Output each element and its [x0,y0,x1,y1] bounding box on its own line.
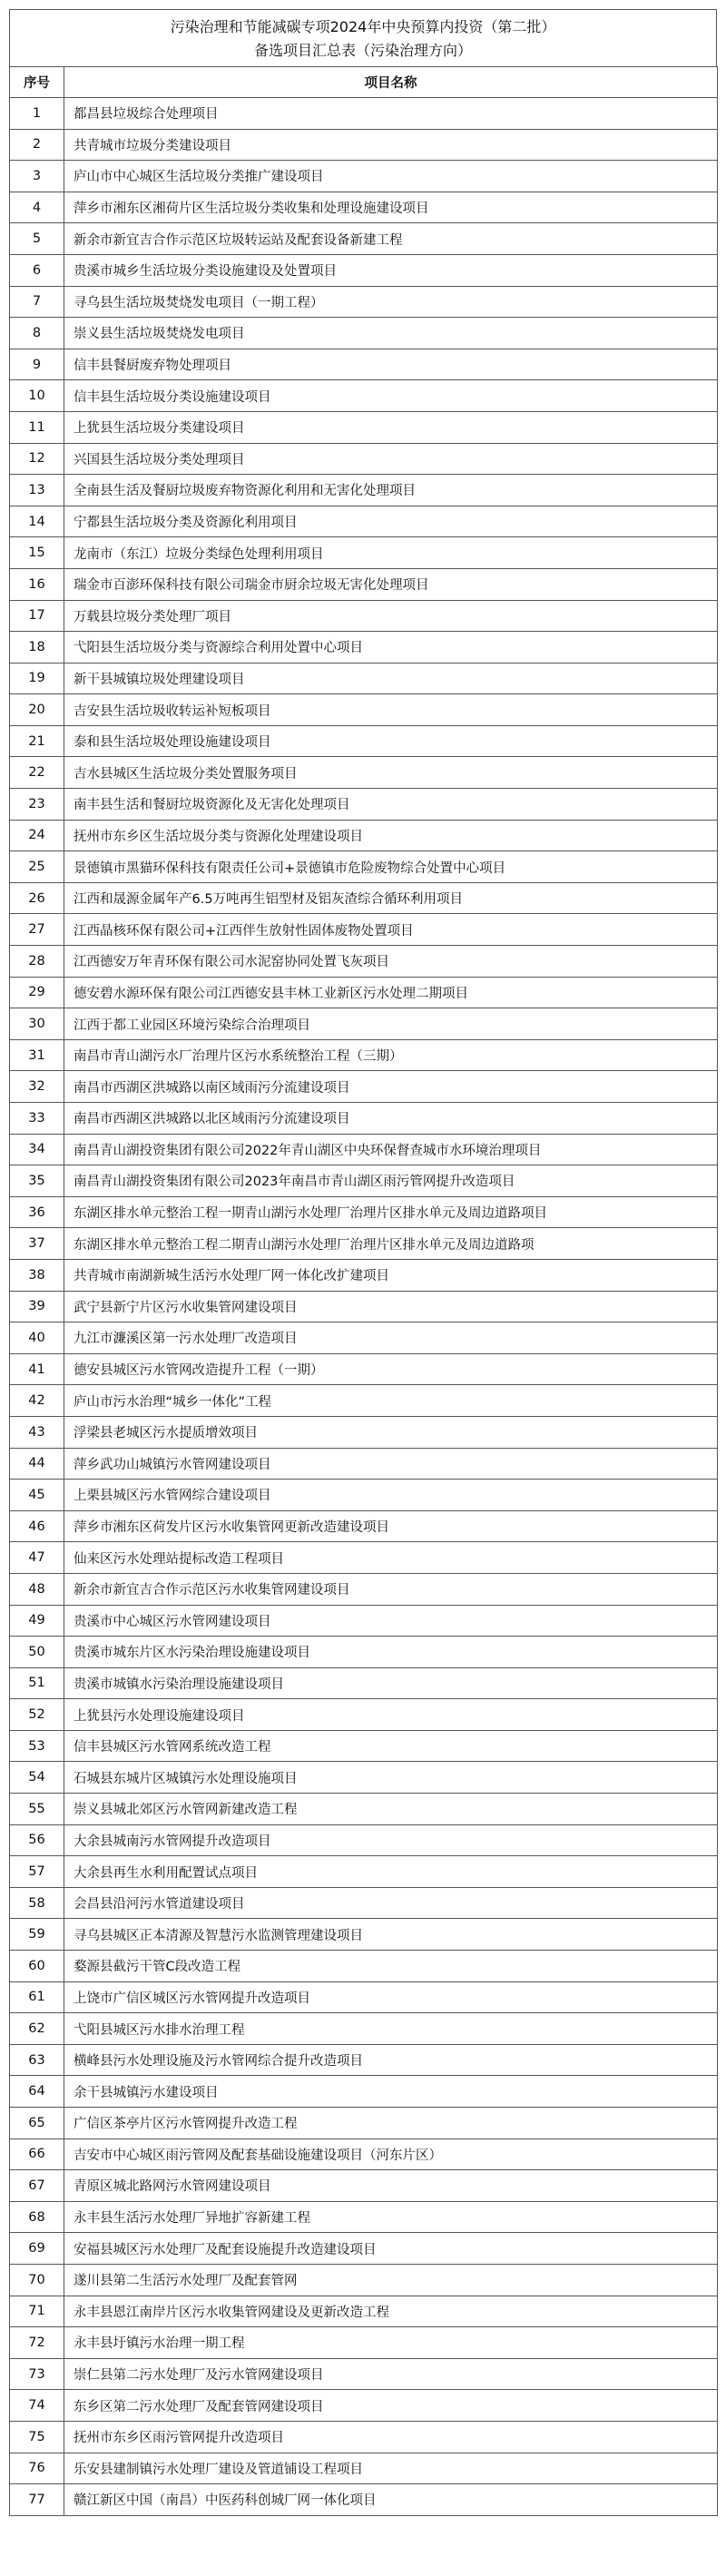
project-name-cell: 永丰县恩江南岸片区污水收集管网建设及更新改造工程 [64,2296,718,2327]
table-row [10,223,718,255]
table-row [10,914,718,946]
row-index-cell: 15 [10,537,64,569]
row-index-cell: 61 [10,1981,64,2013]
table-row [10,506,718,537]
table-row [10,2138,718,2170]
column-header-project-name: 项目名称 [64,67,718,98]
row-index-cell: 32 [10,1071,64,1103]
project-name-cell: 弋阳县城区污水排水治理工程 [64,2013,718,2045]
row-index-cell: 76 [10,2453,64,2484]
row-index-cell: 60 [10,1951,64,1982]
project-name-cell: 信丰县餐厨废弃物处理项目 [64,349,718,380]
row-index-cell: 59 [10,1919,64,1951]
project-name-cell: 江西于都工业园区环境污染综合治理项目 [64,1008,718,1040]
table-row [10,1699,718,1731]
table-row [10,1103,718,1135]
row-index-cell: 49 [10,1605,64,1637]
row-index-cell: 8 [10,318,64,349]
row-index-cell: 53 [10,1730,64,1762]
table-row [10,977,718,1008]
table-row [10,1385,718,1417]
table-row [10,2201,718,2233]
row-index-cell: 75 [10,2421,64,2453]
row-index-cell: 33 [10,1103,64,1135]
project-name-cell: 安福县城区污水处理厂及配套设施提升改造建设项目 [64,2233,718,2265]
table-row [10,1667,718,1699]
project-name-cell: 东乡区第二污水处理厂及配套管网建设项目 [64,2390,718,2422]
project-name-cell: 萍乡市湘东区湘荷片区生活垃圾分类收集和处理设施建设项目 [64,192,718,223]
table-row [10,318,718,349]
row-index-cell: 34 [10,1134,64,1165]
project-name-cell: 乐安县建制镇污水处理厂建设及管道铺设工程项目 [64,2453,718,2484]
row-index-cell: 44 [10,1448,64,1480]
table-row [10,1510,718,1542]
project-name-cell: 南丰县生活和餐厨垃圾资源化及无害化处理项目 [64,789,718,821]
project-name-cell: 新干县城镇垃圾处理建设项目 [64,663,718,694]
project-name-cell: 上犹县污水处理设施建设项目 [64,1699,718,1731]
table-row [10,2108,718,2139]
row-index-cell: 65 [10,2108,64,2139]
table-row [10,161,718,192]
table-row [10,2296,718,2327]
row-index-cell: 16 [10,568,64,600]
table-row [10,98,718,130]
table-row [10,1637,718,1668]
project-name-cell: 寻乌县城区正本清源及智慧污水监测管理建设项目 [64,1919,718,1951]
table-row [10,411,718,443]
table-row [10,1794,718,1825]
row-index-cell: 2 [10,129,64,161]
project-name-cell: 青原区城北路网污水管网建设项目 [64,2170,718,2202]
project-name-cell: 德安县城区污水管网改造提升工程（一期） [64,1353,718,1385]
table-row [10,1291,718,1322]
row-index-cell: 35 [10,1165,64,1197]
row-index-cell: 10 [10,380,64,412]
table-row [10,725,718,757]
project-name-cell: 新余市新宜吉合作示范区污水收集管网建设项目 [64,1573,718,1605]
row-index-cell: 67 [10,2170,64,2202]
project-name-cell: 广信区茶亭片区污水管网提升改造工程 [64,2108,718,2139]
project-name-cell: 横峰县污水处理设施及污水管网综合提升改造项目 [64,2044,718,2076]
row-index-cell: 11 [10,411,64,443]
project-name-cell: 宁都县生活垃圾分类及资源化利用项目 [64,506,718,537]
table-row [10,1542,718,1574]
table-row [10,946,718,978]
row-index-cell: 7 [10,286,64,318]
row-index-cell: 21 [10,725,64,757]
row-index-cell: 56 [10,1824,64,1856]
project-name-cell: 德安碧水源环保有限公司江西德安县丰林工业新区污水处理二期项目 [64,977,718,1008]
table-row [10,192,718,223]
table-row [10,286,718,318]
table-row [10,1134,718,1165]
project-name-cell: 南昌青山湖投资集团有限公司2023年南昌市青山湖区雨污管网提升改造项目 [64,1165,718,1197]
project-name-cell: 吉水县城区生活垃圾分类处置服务项目 [64,757,718,789]
project-name-cell: 贵溪市城乡生活垃圾分类设施建设及处置项目 [64,254,718,286]
project-name-cell: 景德镇市黑猫环保科技有限责任公司+景德镇市危险废物综合处置中心项目 [64,851,718,883]
row-index-cell: 3 [10,161,64,192]
row-index-cell: 30 [10,1008,64,1040]
project-name-cell: 都昌县垃圾综合处理项目 [64,98,718,130]
table-row [10,1951,718,1982]
row-index-cell: 58 [10,1887,64,1919]
table-row [10,789,718,821]
row-index-cell: 55 [10,1794,64,1825]
row-index-cell: 6 [10,254,64,286]
table-row [10,2327,718,2359]
row-index-cell: 40 [10,1322,64,1354]
project-name-cell: 永丰县圩镇污水治理一期工程 [64,2327,718,2359]
project-name-cell: 万载县垃圾分类处理厂项目 [64,600,718,632]
row-index-cell: 64 [10,2076,64,2108]
row-index-cell: 5 [10,223,64,255]
table-row [10,2358,718,2390]
row-index-cell: 46 [10,1510,64,1542]
row-index-cell: 68 [10,2201,64,2233]
table-row [10,2170,718,2202]
project-name-cell: 南昌市青山湖污水厂治理片区污水系统整治工程（三期） [64,1039,718,1071]
table-row [10,1322,718,1354]
table-row [10,1573,718,1605]
table-row [10,851,718,883]
table-row [10,694,718,726]
project-name-cell: 南昌青山湖投资集团有限公司2022年青山湖区中央环保督查城市水环境治理项目 [64,1134,718,1165]
row-index-cell: 13 [10,475,64,506]
row-index-cell: 70 [10,2264,64,2296]
project-name-cell: 九江市濂溪区第一污水处理厂改造项目 [64,1322,718,1354]
table-row [10,537,718,569]
project-name-cell: 抚州市东乡区生活垃圾分类与资源化处理建设项目 [64,820,718,851]
project-name-cell: 仙来区污水处理站提标改造工程项目 [64,1542,718,1574]
table-row [10,1353,718,1385]
row-index-cell: 22 [10,757,64,789]
table-row [10,2484,718,2516]
row-index-cell: 51 [10,1667,64,1699]
table-row [10,663,718,694]
project-name-cell: 会昌县沿河污水管道建设项目 [64,1887,718,1919]
table-row [10,1165,718,1197]
table-row [10,1605,718,1637]
table-row [10,1856,718,1888]
table-row [10,254,718,286]
row-index-cell: 36 [10,1196,64,1228]
summary-sheet [9,9,717,2516]
project-name-cell: 抚州市东乡区雨污管网提升改造项目 [64,2421,718,2453]
row-index-cell: 74 [10,2390,64,2422]
table-row [10,2453,718,2484]
table-row [10,2076,718,2108]
project-name-cell: 全南县生活及餐厨垃圾废弃物资源化利用和无害化处理项目 [64,475,718,506]
row-index-cell: 12 [10,443,64,475]
table-row [10,2421,718,2453]
project-table [9,66,718,2516]
table-row [10,1008,718,1040]
project-name-cell: 上栗县城区污水管网综合建设项目 [64,1480,718,1511]
project-name-cell: 庐山市污水治理“城乡一体化”工程 [64,1385,718,1417]
row-index-cell: 27 [10,914,64,946]
row-index-cell: 45 [10,1480,64,1511]
row-index-cell: 31 [10,1039,64,1071]
row-index-cell: 48 [10,1573,64,1605]
project-name-cell: 大余县再生水利用配置试点项目 [64,1856,718,1888]
row-index-cell: 63 [10,2044,64,2076]
table-row [10,1039,718,1071]
table-row [10,1919,718,1951]
table-row [10,1416,718,1448]
table-row [10,882,718,914]
table-row [10,1480,718,1511]
project-name-cell: 瑞金市百澎环保科技有限公司瑞金市厨余垃圾无害化处理项目 [64,568,718,600]
row-index-cell: 17 [10,600,64,632]
table-row [10,129,718,161]
row-index-cell: 29 [10,977,64,1008]
project-name-cell: 大余县城南污水管网提升改造项目 [64,1824,718,1856]
project-name-cell: 共青城市南湖新城生活污水处理厂网一体化改扩建项目 [64,1259,718,1291]
project-name-cell: 共青城市垃圾分类建设项目 [64,129,718,161]
project-name-cell: 余干县城镇污水建设项目 [64,2076,718,2108]
project-name-cell: 南昌市西湖区洪城路以北区域雨污分流建设项目 [64,1103,718,1135]
project-name-cell: 南昌市西湖区洪城路以南区域雨污分流建设项目 [64,1071,718,1103]
row-index-cell: 69 [10,2233,64,2265]
table-row [10,1981,718,2013]
project-name-cell: 贵溪市城镇水污染治理设施建设项目 [64,1667,718,1699]
table-body [10,98,718,2516]
project-name-cell: 信丰县城区污水管网系统改造工程 [64,1730,718,1762]
row-index-cell: 71 [10,2296,64,2327]
table-row [10,1887,718,1919]
table-row [10,820,718,851]
project-name-cell: 庐山市中心城区生活垃圾分类推广建设项目 [64,161,718,192]
project-name-cell: 吉安市中心城区雨污管网及配套基础设施建设项目（河东片区） [64,2138,718,2170]
project-name-cell: 武宁县新宁片区污水收集管网建设项目 [64,1291,718,1322]
title-line-2: 备选项目汇总表（污染治理方向） [253,42,472,59]
row-index-cell: 39 [10,1291,64,1322]
project-name-cell: 贵溪市城东片区水污染治理设施建设项目 [64,1637,718,1668]
table-row [10,1762,718,1794]
row-index-cell: 4 [10,192,64,223]
project-name-cell: 江西晶核环保有限公司+江西伴生放射性固体废物处置项目 [64,914,718,946]
project-name-cell: 新余市新宜吉合作示范区垃圾转运站及配套设备新建工程 [64,223,718,255]
project-name-cell: 崇义县生活垃圾焚烧发电项目 [64,318,718,349]
table-row [10,568,718,600]
project-name-cell: 信丰县生活垃圾分类设施建设项目 [64,380,718,412]
project-name-cell: 婺源县截污干管C段改造工程 [64,1951,718,1982]
table-row [10,1259,718,1291]
table-row [10,1071,718,1103]
table-row [10,1196,718,1228]
row-index-cell: 43 [10,1416,64,1448]
row-index-cell: 38 [10,1259,64,1291]
project-name-cell: 上犹县生活垃圾分类建设项目 [64,411,718,443]
table-row [10,2390,718,2422]
row-index-cell: 20 [10,694,64,726]
row-index-cell: 41 [10,1353,64,1385]
row-index-cell: 54 [10,1762,64,1794]
project-name-cell: 上饶市广信区城区污水管网提升改造项目 [64,1981,718,2013]
row-index-cell: 77 [10,2484,64,2516]
table-row [10,1448,718,1480]
project-name-cell: 崇仁县第二污水处理厂及污水管网建设项目 [64,2358,718,2390]
row-index-cell: 14 [10,506,64,537]
row-index-cell: 57 [10,1856,64,1888]
table-row [10,380,718,412]
row-index-cell: 1 [10,98,64,130]
project-name-cell: 兴国县生活垃圾分类处理项目 [64,443,718,475]
row-index-cell: 28 [10,946,64,978]
table-row [10,475,718,506]
table-row [10,632,718,664]
row-index-cell: 23 [10,789,64,821]
table-row [10,1824,718,1856]
project-name-cell: 崇义县城北郊区污水管网新建改造工程 [64,1794,718,1825]
row-index-cell: 18 [10,632,64,664]
title-line-1: 污染治理和节能减碳专项2024年中央预算内投资（第二批） [170,18,556,35]
project-name-cell: 弋阳县生活垃圾分类与资源综合利用处置中心项目 [64,632,718,664]
row-index-cell: 37 [10,1228,64,1260]
project-name-cell: 泰和县生活垃圾处理设施建设项目 [64,725,718,757]
row-index-cell: 62 [10,2013,64,2045]
project-name-cell: 东湖区排水单元整治工程一期青山湖污水处理厂治理片区排水单元及周边道路项目 [64,1196,718,1228]
table-row [10,2264,718,2296]
row-index-cell: 42 [10,1385,64,1417]
table-row [10,1730,718,1762]
row-index-cell: 72 [10,2327,64,2359]
project-name-cell: 永丰县生活污水处理厂异地扩容新建工程 [64,2201,718,2233]
project-name-cell: 东湖区排水单元整治工程二期青山湖污水处理厂治理片区排水单元及周边道路项 [64,1228,718,1260]
header-row [10,67,718,98]
row-index-cell: 26 [10,882,64,914]
table-row [10,1228,718,1260]
table-row [10,2044,718,2076]
project-name-cell: 龙南市（东江）垃圾分类绿色处理利用项目 [64,537,718,569]
project-name-cell: 赣江新区中国（南昌）中医药科创城厂网一体化项目 [64,2484,718,2516]
row-index-cell: 50 [10,1637,64,1668]
row-index-cell: 25 [10,851,64,883]
table-row [10,757,718,789]
row-index-cell: 24 [10,820,64,851]
project-name-cell: 石城县东城片区城镇污水处理设施项目 [64,1762,718,1794]
row-index-cell: 66 [10,2138,64,2170]
row-index-cell: 19 [10,663,64,694]
table-row [10,2013,718,2045]
title-block [9,9,717,66]
project-name-cell: 吉安县生活垃圾收转运补短板项目 [64,694,718,726]
table-row [10,443,718,475]
table-row [10,600,718,632]
project-name-cell: 贵溪市中心城区污水管网建设项目 [64,1605,718,1637]
table-row [10,349,718,380]
column-header-index: 序号 [10,67,64,98]
row-index-cell: 52 [10,1699,64,1731]
project-name-cell: 萍乡市湘东区荷发片区污水收集管网更新改造建设项目 [64,1510,718,1542]
project-name-cell: 遂川县第二生活污水处理厂及配套管网 [64,2264,718,2296]
row-index-cell: 47 [10,1542,64,1574]
project-name-cell: 寻乌县生活垃圾焚烧发电项目（一期工程） [64,286,718,318]
project-name-cell: 萍乡武功山城镇污水管网建设项目 [64,1448,718,1480]
project-name-cell: 江西和晟源金属年产6.5万吨再生铝型材及铝灰渣综合循环利用项目 [64,882,718,914]
project-name-cell: 浮梁县老城区污水提质增效项目 [64,1416,718,1448]
table-header [10,67,718,98]
row-index-cell: 9 [10,349,64,380]
row-index-cell: 73 [10,2358,64,2390]
table-row [10,2233,718,2265]
project-name-cell: 江西德安万年青环保有限公司水泥窑协同处置飞灰项目 [64,946,718,978]
